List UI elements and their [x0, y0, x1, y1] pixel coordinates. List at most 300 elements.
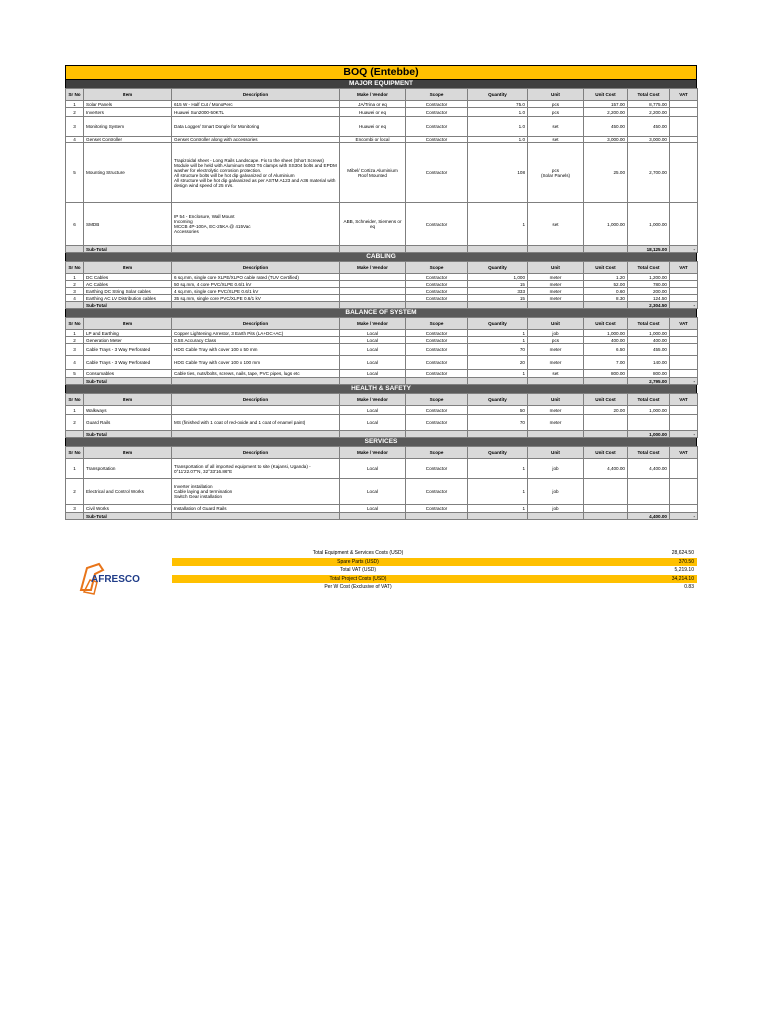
cell-unit: meter	[528, 406, 584, 415]
column-header: Item	[84, 89, 172, 101]
empty-cell	[340, 378, 406, 385]
empty-cell	[340, 431, 406, 438]
cell-item: Inverters	[84, 108, 172, 117]
summary-row	[172, 558, 697, 567]
cell-vat	[670, 344, 698, 356]
cell-unit: set	[528, 117, 584, 137]
cell-vendor: Local	[340, 337, 406, 344]
empty-cell	[584, 378, 628, 385]
cell-vat	[670, 274, 698, 281]
summary-row	[172, 549, 697, 558]
cell-unit-cost	[584, 415, 628, 431]
cell-vendor: Local	[340, 406, 406, 415]
cell-unit-cost: 20.00	[584, 406, 628, 415]
cell-total: 4,400.00	[628, 459, 670, 479]
table-row	[66, 459, 698, 479]
empty-cell	[468, 378, 528, 385]
cell-scope: Contractor	[406, 344, 468, 356]
cell-unit-cost: 1.20	[584, 274, 628, 281]
empty-cell	[172, 513, 340, 520]
subtotal-label: Sub-Total	[84, 513, 172, 520]
cell-item: Walkways	[84, 406, 172, 415]
cell-vat	[670, 406, 698, 415]
cell-sr: 2	[66, 281, 84, 288]
cell-desc: 0.5S Accuracy Class	[172, 337, 340, 344]
column-header: Description	[172, 447, 340, 459]
empty-cell	[172, 378, 340, 385]
cell-unit: pcs	[528, 337, 584, 344]
cell-scope: Contractor	[406, 356, 468, 370]
table-row	[66, 288, 698, 295]
cell-total: 1,000.00	[628, 203, 670, 246]
table-row	[66, 330, 698, 337]
cell-total: 8,775.00	[628, 101, 670, 108]
cell-item: SMDB	[84, 203, 172, 246]
cell-scope: Contractor	[406, 295, 468, 302]
cell-total	[628, 415, 670, 431]
empty-cell	[406, 431, 468, 438]
subtotal-value: 1,000.00	[628, 431, 670, 438]
empty-cell	[66, 431, 84, 438]
empty-cell	[528, 246, 584, 253]
section-header: CABLING	[65, 253, 697, 261]
column-header: Quantity	[468, 447, 528, 459]
cell-vat	[670, 281, 698, 288]
subtotal-row	[66, 378, 698, 385]
column-header: Total Cost	[628, 394, 670, 406]
cell-sr: 2	[66, 479, 84, 505]
empty-cell	[66, 513, 84, 520]
column-header-row	[66, 394, 698, 406]
afresco-logo	[75, 560, 155, 598]
cell-item: AC Cables	[84, 281, 172, 288]
cell-vendor: Local	[340, 330, 406, 337]
column-header: Unit	[528, 89, 584, 101]
cell-qty: 1	[468, 203, 528, 246]
subtotal-row	[66, 302, 698, 309]
cell-qty: 1	[468, 479, 528, 505]
cell-total: 450.00	[628, 117, 670, 137]
cell-desc: Trapizoidal sheet - Long Rails Landscape. Fix to the sheet (Short Screws) Module will be held with Aluminum 6063 T6 clamps with SS304 bolts and EPDM washer for electrolytic corrosion protection. All structure bolts will be hot dip galvanized or of Aluminium All structure will be hot dip galvanized as per ASTM A123 and A36 material with design wind speed of 25 m/s.	[172, 143, 340, 203]
boq-sheet	[65, 65, 697, 520]
empty-cell	[406, 246, 468, 253]
empty-cell	[340, 513, 406, 520]
summary-value: 28,624.50	[671, 550, 694, 556]
cell-desc: Genset Controller along with accessories	[172, 137, 340, 143]
cell-unit-cost: 1,000.00	[584, 203, 628, 246]
cell-scope: Contractor	[406, 117, 468, 137]
cell-vendor	[340, 295, 406, 302]
cell-total: 455.00	[628, 344, 670, 356]
cell-sr: 5	[66, 143, 84, 203]
column-header: Unit Cost	[584, 394, 628, 406]
cell-unit-cost: 800.00	[584, 370, 628, 378]
table-row	[66, 356, 698, 370]
cell-item: Generation Meter	[84, 337, 172, 344]
subtotal-value: 4,400.00	[628, 513, 670, 520]
cell-unit: meter	[528, 356, 584, 370]
cell-unit-cost: 6.50	[584, 344, 628, 356]
cell-vendor: Local	[340, 459, 406, 479]
cell-unit: meter	[528, 288, 584, 295]
column-header-row	[66, 262, 698, 274]
cell-vat	[670, 479, 698, 505]
column-header: Sr No	[66, 447, 84, 459]
column-header: Description	[172, 89, 340, 101]
cell-unit-cost: 400.00	[584, 337, 628, 344]
empty-cell	[468, 246, 528, 253]
cell-desc: 615 W - Half Cut / MonoPerc	[172, 101, 340, 108]
cell-vendor: Local	[340, 344, 406, 356]
logo-text: AFRESCO	[91, 574, 140, 585]
summary-row	[172, 575, 697, 584]
cell-vat	[670, 415, 698, 431]
cell-unit: meter	[528, 281, 584, 288]
empty-cell	[66, 378, 84, 385]
cell-vendor	[340, 274, 406, 281]
cell-sr: 4	[66, 137, 84, 143]
cell-scope: Contractor	[406, 108, 468, 117]
empty-cell	[584, 246, 628, 253]
column-header: Unit	[528, 447, 584, 459]
cell-qty: 75.0	[468, 101, 528, 108]
empty-cell	[468, 431, 528, 438]
cell-scope: Contractor	[406, 415, 468, 431]
column-header: Unit	[528, 262, 584, 274]
column-header: Sr No	[66, 318, 84, 330]
subtotal-vat: -	[670, 246, 698, 253]
cell-qty: 1.0	[468, 117, 528, 137]
afresco-logo-icon	[75, 560, 155, 598]
cell-total	[628, 505, 670, 513]
column-header: Item	[84, 262, 172, 274]
cell-sr: 2	[66, 337, 84, 344]
cell-desc: MS (finished with 1 coat of red-oxide and 1 coat of enamel paint)	[172, 415, 340, 431]
cell-scope: Contractor	[406, 406, 468, 415]
cell-qty: 70	[468, 415, 528, 431]
cost-summary	[172, 549, 697, 592]
cell-sr: 2	[66, 108, 84, 117]
cell-sr: 6	[66, 203, 84, 246]
column-header: VAT	[670, 318, 698, 330]
cell-unit-cost: 7.00	[584, 356, 628, 370]
column-header-row	[66, 318, 698, 330]
column-header: Make / Vendor	[340, 394, 406, 406]
empty-cell	[528, 513, 584, 520]
cell-total: 2,200.00	[628, 108, 670, 117]
column-header: VAT	[670, 89, 698, 101]
cell-scope: Contractor	[406, 101, 468, 108]
cell-desc: 35 sq.mm, single core PVC/XLPE 0.6/1 kV	[172, 295, 340, 302]
cell-total: 1,200.00	[628, 274, 670, 281]
empty-cell	[172, 302, 340, 309]
cell-unit-cost: 0.60	[584, 288, 628, 295]
subtotal-label: Sub-Total	[84, 378, 172, 385]
cell-vendor: Mibel/ Cortiza Aluminium Roof Mounted	[340, 143, 406, 203]
column-header: Item	[84, 318, 172, 330]
column-header-row	[66, 89, 698, 101]
column-header: Description	[172, 394, 340, 406]
column-header: Sr No	[66, 394, 84, 406]
column-header: Make / Vendor	[340, 262, 406, 274]
cell-scope: Contractor	[406, 288, 468, 295]
cell-unit: meter	[528, 274, 584, 281]
empty-cell	[66, 302, 84, 309]
boq-table	[65, 446, 698, 520]
cell-sr: 3	[66, 288, 84, 295]
summary-label: Total Project Costs (USD)	[329, 575, 387, 582]
cell-qty: 1	[468, 505, 528, 513]
cell-qty: 333	[468, 288, 528, 295]
boq-table	[65, 393, 698, 438]
cell-desc: Inverter installation Cable laying and termination Switch Gear installation	[172, 479, 340, 505]
cell-sr: 3	[66, 344, 84, 356]
cell-unit-cost: 3,000.00	[584, 137, 628, 143]
cell-desc: Transportation of all imported equipment to site (Kajansi, Uganda) - 0°11'22.07"N, 32°33'16.86"E	[172, 459, 340, 479]
table-row	[66, 505, 698, 513]
cell-desc: 50 sq.mm, 4 core PVC/XLPE 0.6/1 kV	[172, 281, 340, 288]
cell-item: Guard Rails	[84, 415, 172, 431]
cell-qty: 1.0	[468, 137, 528, 143]
cell-unit: pcs	[528, 108, 584, 117]
cell-item: Transportation	[84, 459, 172, 479]
subtotal-vat: -	[670, 378, 698, 385]
cell-total: 2,700.00	[628, 143, 670, 203]
subtotal-label: Sub-Total	[84, 246, 172, 253]
cell-item: Solar Panels	[84, 101, 172, 108]
summary-value: 5,219.10	[674, 567, 694, 573]
cell-unit: pcs	[528, 101, 584, 108]
summary-value: 370.50	[678, 558, 694, 565]
empty-cell	[528, 431, 584, 438]
boq-title: BOQ (Entebbe)	[65, 65, 697, 80]
column-header: Make / Vendor	[340, 447, 406, 459]
column-header: Unit Cost	[584, 262, 628, 274]
table-row	[66, 101, 698, 108]
cell-unit: job	[528, 330, 584, 337]
cell-total: 400.00	[628, 337, 670, 344]
cell-vat	[670, 143, 698, 203]
subtotal-vat: -	[670, 431, 698, 438]
empty-cell	[340, 246, 406, 253]
cell-sr: 1	[66, 330, 84, 337]
column-header: VAT	[670, 447, 698, 459]
column-header: Scope	[406, 447, 468, 459]
summary-value: 34,214.10	[671, 575, 694, 582]
cell-unit-cost: 1,000.00	[584, 330, 628, 337]
cell-vendor	[340, 281, 406, 288]
cell-desc: 4 sq.mm, single core PVC/XLPE 0.6/1 kV	[172, 288, 340, 295]
cell-vendor: Huawei or eq	[340, 108, 406, 117]
cell-unit: set	[528, 137, 584, 143]
column-header: Total Cost	[628, 89, 670, 101]
cell-unit-cost: 157.00	[584, 101, 628, 108]
table-row	[66, 479, 698, 505]
cell-vendor: Local	[340, 370, 406, 378]
boq-table	[65, 88, 698, 253]
column-header: Unit Cost	[584, 89, 628, 101]
column-header: Sr No	[66, 89, 84, 101]
cell-qty: 1,000	[468, 274, 528, 281]
cell-sr: 4	[66, 356, 84, 370]
table-row	[66, 281, 698, 288]
cell-item: Consumables	[84, 370, 172, 378]
table-row	[66, 415, 698, 431]
summary-label: Spare Parts (USD)	[337, 558, 379, 565]
empty-cell	[584, 431, 628, 438]
cell-unit-cost: 8.30	[584, 295, 628, 302]
column-header: Make / Vendor	[340, 89, 406, 101]
empty-cell	[340, 302, 406, 309]
cell-qty: 1	[468, 330, 528, 337]
cell-item: Civil Works	[84, 505, 172, 513]
cell-scope: Contractor	[406, 459, 468, 479]
cell-total: 3,000.00	[628, 137, 670, 143]
cell-item: Earthing DC String Solar cables	[84, 288, 172, 295]
cell-unit: meter	[528, 415, 584, 431]
empty-cell	[468, 302, 528, 309]
cell-unit: set	[528, 203, 584, 246]
cell-unit-cost: 450.00	[584, 117, 628, 137]
cell-desc: 6 sq.mm, single core XLPE/XLPO cable rated (TUV Certified)	[172, 274, 340, 281]
cell-scope: Contractor	[406, 143, 468, 203]
cell-vat	[670, 330, 698, 337]
table-row	[66, 344, 698, 356]
cell-sr: 1	[66, 101, 84, 108]
cell-sr: 1	[66, 406, 84, 415]
cell-sr: 1	[66, 459, 84, 479]
cell-unit: set	[528, 370, 584, 378]
column-header: Total Cost	[628, 318, 670, 330]
empty-cell	[584, 513, 628, 520]
summary-label: Per W Cost (Exclusive of VAT)	[324, 584, 392, 590]
cell-desc: Data Logger/ Smart Dongle for Monitoring	[172, 117, 340, 137]
table-row	[66, 143, 698, 203]
column-header: Sr No	[66, 262, 84, 274]
empty-cell	[406, 378, 468, 385]
cell-unit: job	[528, 505, 584, 513]
cell-item: Mounting Structure	[84, 143, 172, 203]
subtotal-value: 18,125.00	[628, 246, 670, 253]
subtotal-vat: -	[670, 513, 698, 520]
cell-total: 124.50	[628, 295, 670, 302]
cell-scope: Contractor	[406, 505, 468, 513]
cell-scope: Contractor	[406, 479, 468, 505]
cell-vendor	[340, 288, 406, 295]
cell-sr: 1	[66, 274, 84, 281]
column-header: Scope	[406, 89, 468, 101]
cell-item: Monitoring System	[84, 117, 172, 137]
cell-qty: 15	[468, 281, 528, 288]
cell-vat	[670, 101, 698, 108]
column-header: Quantity	[468, 89, 528, 101]
cell-vat	[670, 459, 698, 479]
cell-vendor: Local	[340, 505, 406, 513]
cell-total: 1,000.00	[628, 406, 670, 415]
subtotal-row	[66, 246, 698, 253]
summary-row	[172, 566, 697, 575]
cell-item: DC Cables	[84, 274, 172, 281]
cell-unit: job	[528, 479, 584, 505]
cell-vendor: ABB, Schneider, Siemens or eq	[340, 203, 406, 246]
cell-unit-cost: 25.00	[584, 143, 628, 203]
cell-qty: 1	[468, 459, 528, 479]
cell-desc: Cable ties, nuts/bolts, screws, nails, tape, PVC pipes, lugs etc	[172, 370, 340, 378]
empty-cell	[66, 246, 84, 253]
cell-qty: 20	[468, 356, 528, 370]
table-row	[66, 337, 698, 344]
column-header: Quantity	[468, 318, 528, 330]
cell-item: Genset Controller	[84, 137, 172, 143]
cell-qty: 70	[468, 344, 528, 356]
cell-desc: IP 54 - Enclosure, Wall Mount Incoming MCCB 4P-100A, EC-25KA @ 415Vac Accessories	[172, 203, 340, 246]
cell-scope: Contractor	[406, 281, 468, 288]
subtotal-row	[66, 431, 698, 438]
subtotal-label: Sub-Total	[84, 302, 172, 309]
empty-cell	[528, 302, 584, 309]
cell-vat	[670, 117, 698, 137]
summary-value: 0.83	[684, 584, 694, 590]
cell-sr: 2	[66, 415, 84, 431]
cell-desc: Installation of Guard Rails	[172, 505, 340, 513]
cell-item: Earthing AC LV Distribution cables	[84, 295, 172, 302]
column-header-row	[66, 447, 698, 459]
cell-vendor: Local	[340, 415, 406, 431]
table-row	[66, 274, 698, 281]
column-header: Description	[172, 262, 340, 274]
subtotal-value: 2,795.00	[628, 378, 670, 385]
column-header: Unit Cost	[584, 318, 628, 330]
cell-desc: Copper Lightening Arrestor, 3 Earth Pits (LA+DC+AC)	[172, 330, 340, 337]
empty-cell	[406, 513, 468, 520]
cell-sr: 5	[66, 370, 84, 378]
column-header: VAT	[670, 262, 698, 274]
column-header: Description	[172, 318, 340, 330]
cell-scope: Contractor	[406, 330, 468, 337]
cell-vendor: Local	[340, 356, 406, 370]
cell-desc: HDG Cable Tray with cover 100 x 100 mm	[172, 356, 340, 370]
cell-desc: HDG Cable Tray with cover 100 x 50 mm	[172, 344, 340, 356]
subtotal-vat: -	[670, 302, 698, 309]
cell-qty: 50	[468, 406, 528, 415]
column-header: VAT	[670, 394, 698, 406]
cell-desc: Huawei Sun2000-50KTL	[172, 108, 340, 117]
cell-vendor: JA/Trina or eq	[340, 101, 406, 108]
cell-unit-cost	[584, 479, 628, 505]
column-header: Unit	[528, 394, 584, 406]
section-header: SERVICES	[65, 438, 697, 446]
cell-unit: meter	[528, 344, 584, 356]
empty-cell	[528, 378, 584, 385]
empty-cell	[468, 513, 528, 520]
cell-item: Cable Trays - 3 Way Perforated	[84, 344, 172, 356]
boq-table	[65, 317, 698, 385]
cell-scope: Contractor	[406, 337, 468, 344]
column-header: Scope	[406, 262, 468, 274]
column-header: Quantity	[468, 262, 528, 274]
cell-vat	[670, 337, 698, 344]
cell-desc	[172, 406, 340, 415]
column-header: Scope	[406, 394, 468, 406]
cell-vendor: Local	[340, 479, 406, 505]
cell-vat	[670, 370, 698, 378]
empty-cell	[172, 431, 340, 438]
subtotal-value: 2,304.50	[628, 302, 670, 309]
column-header: Item	[84, 394, 172, 406]
section-header: HEALTH & SAFETY	[65, 385, 697, 393]
boq-table	[65, 261, 698, 309]
cell-sr: 4	[66, 295, 84, 302]
